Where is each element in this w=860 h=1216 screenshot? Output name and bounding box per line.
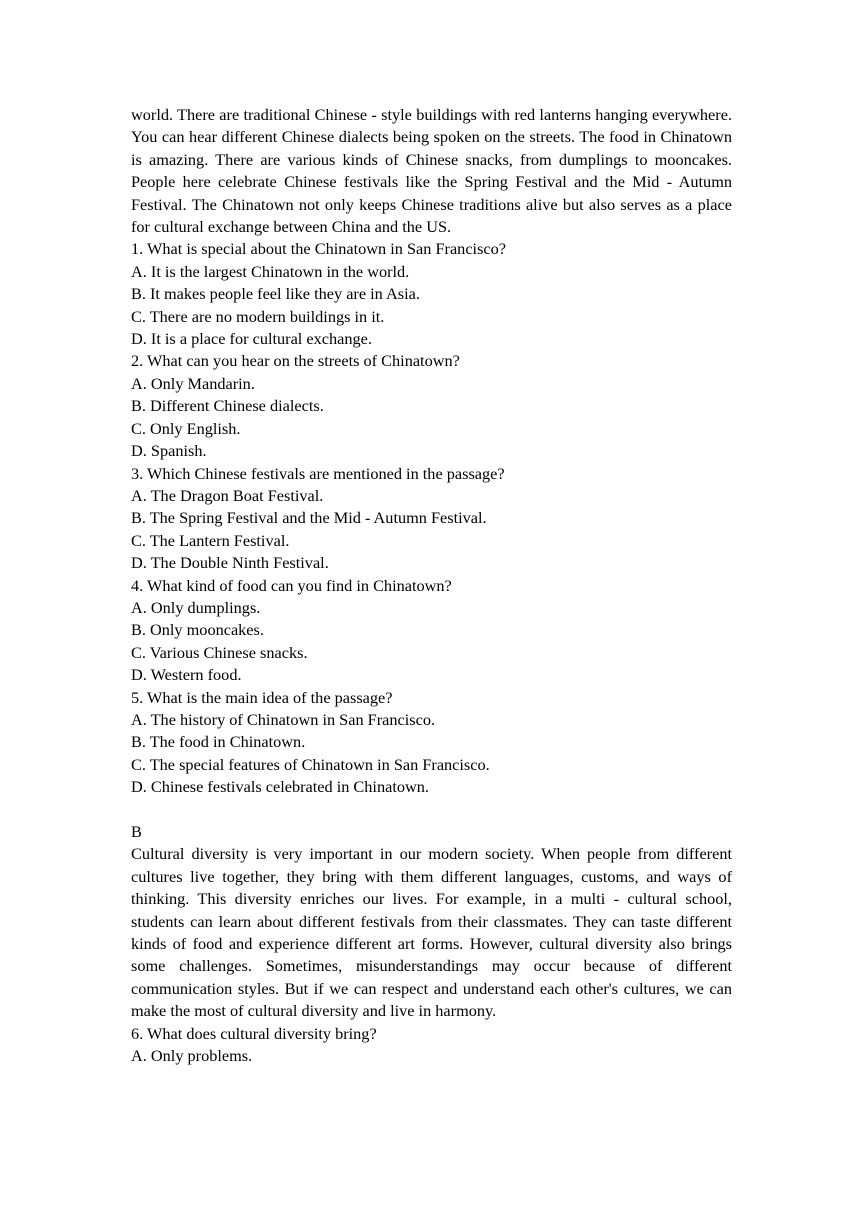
question-text: 3. Which Chinese festivals are mentioned in the passage? [131, 463, 505, 483]
question-block-2 [131, 350, 732, 462]
option-text: C. There are no modern buildings in it. [131, 306, 385, 326]
question-text: 2. What can you hear on the streets of Chinatown? [131, 351, 460, 371]
option-text: B. It makes people feel like they are in Asia. [131, 284, 420, 304]
question-block-3 [131, 463, 732, 575]
blank-line [131, 799, 732, 821]
option-text: A. Only problems. [131, 1046, 253, 1066]
option-text: A. Only Mandarin. [131, 373, 255, 393]
option-text: A. The history of Chinatown in San Francisco. [131, 709, 436, 729]
option-text: A. The Dragon Boat Festival. [131, 485, 324, 505]
question-text: 6. What does cultural diversity bring? [131, 1023, 377, 1043]
question-text: 1. What is special about the Chinatown in San Francisco? [131, 239, 506, 259]
passage-a-continuation: world. There are traditional Chinese - style buildings with red lanterns hanging everywhere. You can hear different Chinese dialects being spoken on the streets. The food in Chinatown is amazing. There are various kinds of Chinese snacks, from dumplings to mooncakes. People here celebrate Chinese festivals like the Spring Festival and the Mid - Autumn Festival. The Chinatown not only keeps Chinese traditions alive but also serves as a place for cultural exchange between China and the US. [131, 105, 732, 237]
document-page [131, 104, 732, 1067]
question-block-1 [131, 238, 732, 350]
option-text: B. Different Chinese dialects. [131, 396, 324, 416]
option-text: A. It is the largest Chinatown in the world. [131, 261, 410, 281]
option-text: D. Spanish. [131, 441, 207, 461]
question-text: 4. What kind of food can you find in Chinatown? [131, 575, 452, 595]
option-text: D. Western food. [131, 665, 242, 685]
option-text: C. Various Chinese snacks. [131, 642, 308, 662]
option-text: D. The Double Ninth Festival. [131, 553, 329, 573]
question-block-5 [131, 687, 732, 799]
question-block-6 [131, 1023, 732, 1068]
option-text: B. Only mooncakes. [131, 620, 264, 640]
option-text: D. It is a place for cultural exchange. [131, 329, 372, 349]
question-block-4 [131, 575, 732, 687]
option-text: C. Only English. [131, 418, 241, 438]
option-text: D. Chinese festivals celebrated in Chinatown. [131, 777, 429, 797]
option-text: B. The Spring Festival and the Mid - Autumn Festival. [131, 508, 487, 528]
option-text: C. The special features of Chinatown in San Francisco. [131, 754, 490, 774]
passage-b: Cultural diversity is very important in our modern society. When people from different cultures live together, they bring with them different languages, customs, and ways of thinking. This diversity enriches our lives. For example, in a multi - cultural school, students can learn about different festivals from their classmates. They can taste different kinds of food and experience different art forms. However, cultural diversity also brings some challenges. Sometimes, misunderstandings may occur because of different communication styles. But if we can respect and understand each other's cultures, we can make the most of cultural diversity and live in harmony. [131, 844, 732, 1021]
option-text: C. The Lantern Festival. [131, 530, 290, 550]
option-text: A. Only dumplings. [131, 597, 261, 617]
section-b-label: B [131, 821, 142, 841]
option-text: B. The food in Chinatown. [131, 732, 306, 752]
question-text: 5. What is the main idea of the passage? [131, 687, 393, 707]
